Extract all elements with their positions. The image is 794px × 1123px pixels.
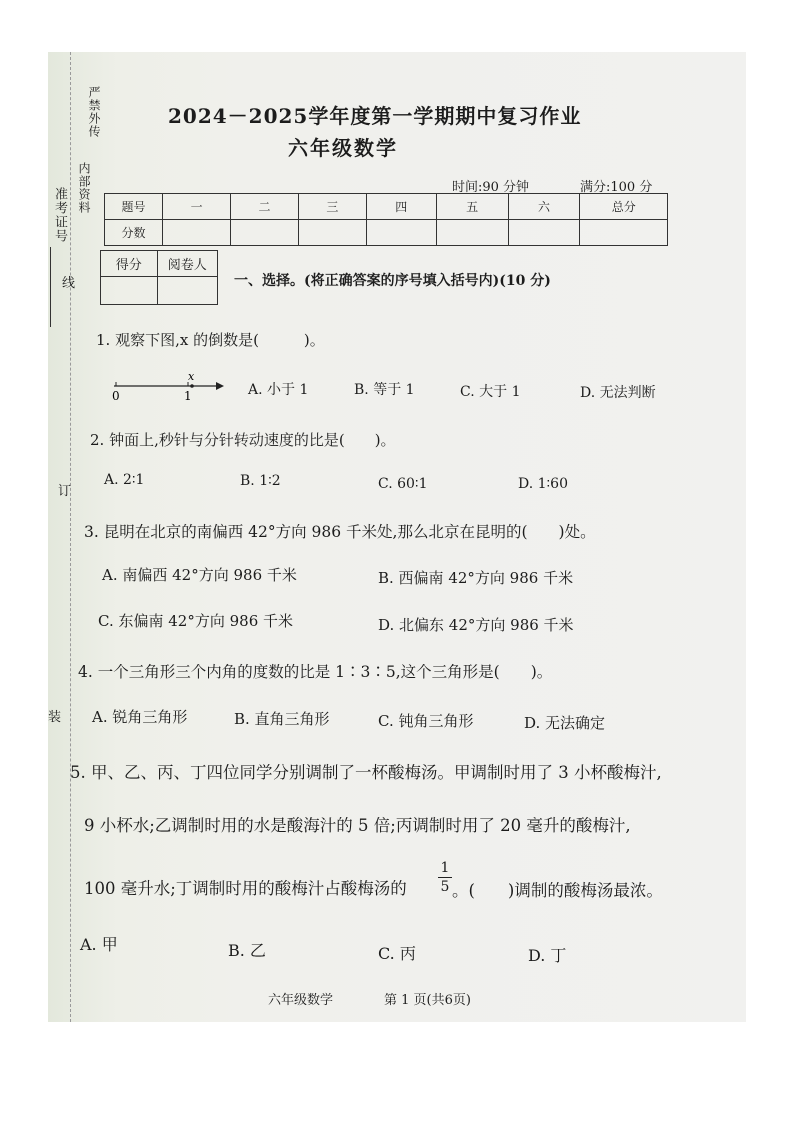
exam-full-score: 满分:100 分 xyxy=(580,180,653,195)
grader-score-label: 得分 xyxy=(101,251,158,277)
score-header-cell: 三 xyxy=(298,194,366,220)
label-one: 1 xyxy=(184,389,192,403)
fraction-denominator: 5 xyxy=(440,879,450,895)
exam-subject: 六年级数学 xyxy=(288,136,398,160)
fraction-bar xyxy=(438,877,452,878)
exam-time: 时间:90 分钟 xyxy=(452,180,530,195)
q4-option-c: C. 钝角三角形 xyxy=(378,712,474,730)
grader-table xyxy=(100,250,218,305)
question-5-line-3a: 100 毫升水;丁调制时用的酸梅汁占酸梅汤的 xyxy=(84,879,407,898)
exam-page xyxy=(48,52,746,1022)
margin-exam-id-label: 准考证号 xyxy=(52,187,67,243)
q5-option-d: D. 丁 xyxy=(528,946,567,965)
q5-option-c: C. 丙 xyxy=(378,944,416,963)
label-x: x xyxy=(188,372,195,383)
q4-option-a: A. 锐角三角形 xyxy=(92,708,188,726)
q1-option-c: C. 大于 1 xyxy=(460,384,521,400)
q4-option-d: D. 无法确定 xyxy=(524,714,606,732)
number-line-arrow xyxy=(216,382,224,390)
q5-option-a: A. 甲 xyxy=(80,935,118,954)
margin-note-internal: 内部资料 xyxy=(77,162,91,214)
footer-subject: 六年级数学 xyxy=(268,993,334,1008)
q5-option-b: B. 乙 xyxy=(228,941,266,960)
question-2-stem: 2. 钟面上,秒针与分针转动速度的比是( )。 xyxy=(90,431,396,449)
margin-ding: 订 xyxy=(58,484,72,499)
score-row-label: 分数 xyxy=(105,220,163,246)
score-cell[interactable] xyxy=(163,220,231,246)
score-header-cell: 二 xyxy=(231,194,299,220)
q3-option-a: A. 南偏西 42°方向 986 千米 xyxy=(102,566,297,584)
grader-reviewer-cell[interactable] xyxy=(157,277,217,305)
q3-option-c: C. 东偏南 42°方向 986 千米 xyxy=(98,612,294,630)
q3-option-d: D. 北偏东 42°方向 986 千米 xyxy=(378,616,574,634)
grader-score-cell[interactable] xyxy=(101,277,158,305)
footer-page-number: 第 1 页(共6页) xyxy=(384,993,471,1008)
grader-reviewer-label: 阅卷人 xyxy=(157,251,217,277)
question-4-stem: 4. 一个三角形三个内角的度数的比是 1∶3∶5,这个三角形是( )。 xyxy=(78,663,553,681)
q2-option-c: C. 60∶1 xyxy=(378,476,428,492)
score-cell[interactable] xyxy=(231,220,299,246)
q1-option-b: B. 等于 1 xyxy=(354,382,415,398)
q1-option-d: D. 无法判断 xyxy=(580,385,656,401)
q4-option-b: B. 直角三角形 xyxy=(234,710,330,728)
question-5-line-2: 9 小杯水;乙调制时用的水是酸海汁的 5 倍;丙调制时用了 20 毫升的酸梅汁, xyxy=(84,816,631,835)
q2-option-a: A. 2∶1 xyxy=(104,472,145,488)
margin-note-restricted: 严禁外传 xyxy=(87,86,101,138)
q3-option-b: B. 西偏南 42°方向 986 千米 xyxy=(378,569,574,587)
score-header-cell: 题号 xyxy=(105,194,163,220)
score-header-cell: 五 xyxy=(436,194,508,220)
score-cell[interactable] xyxy=(436,220,508,246)
fraction-numerator: 1 xyxy=(440,860,450,876)
number-line xyxy=(108,372,228,408)
score-cell[interactable] xyxy=(298,220,366,246)
q1-option-a: A. 小于 1 xyxy=(248,382,309,398)
exam-id-line xyxy=(50,247,51,327)
question-5-line-3b: 。( )调制的酸梅汤最浓。 xyxy=(452,881,663,900)
score-header-cell: 四 xyxy=(366,194,436,220)
score-header-cell: 一 xyxy=(163,194,231,220)
margin-zhuang: 装 xyxy=(48,710,62,725)
score-cell[interactable] xyxy=(508,220,580,246)
fraction-one-fifth xyxy=(438,860,452,895)
label-zero: 0 xyxy=(112,389,120,403)
exam-title: 2024－2025学年度第一学期期中复习作业 xyxy=(168,104,582,128)
question-5-line-1: 5. 甲、乙、丙、丁四位同学分别调制了一杯酸梅汤。甲调制时用了 3 小杯酸梅汁, xyxy=(70,763,662,782)
section-heading: 一、选择。(将正确答案的序号填入括号内)(10 分) xyxy=(234,273,551,289)
question-1-stem: 1. 观察下图,x 的倒数是( )。 xyxy=(96,331,325,349)
q2-option-b: B. 1∶2 xyxy=(240,473,281,489)
score-cell[interactable] xyxy=(580,220,668,246)
score-cell[interactable] xyxy=(366,220,436,246)
binding-dashed-line xyxy=(70,52,71,1022)
point-x xyxy=(190,384,194,388)
score-header-cell: 六 xyxy=(508,194,580,220)
score-table xyxy=(104,193,668,246)
margin-xian: 线 xyxy=(62,276,76,291)
question-3-stem: 3. 昆明在北京的南偏西 42°方向 986 千米处,那么北京在昆明的( )处。 xyxy=(84,523,596,541)
q2-option-d: D. 1∶60 xyxy=(518,476,568,492)
score-header-cell: 总分 xyxy=(580,194,668,220)
